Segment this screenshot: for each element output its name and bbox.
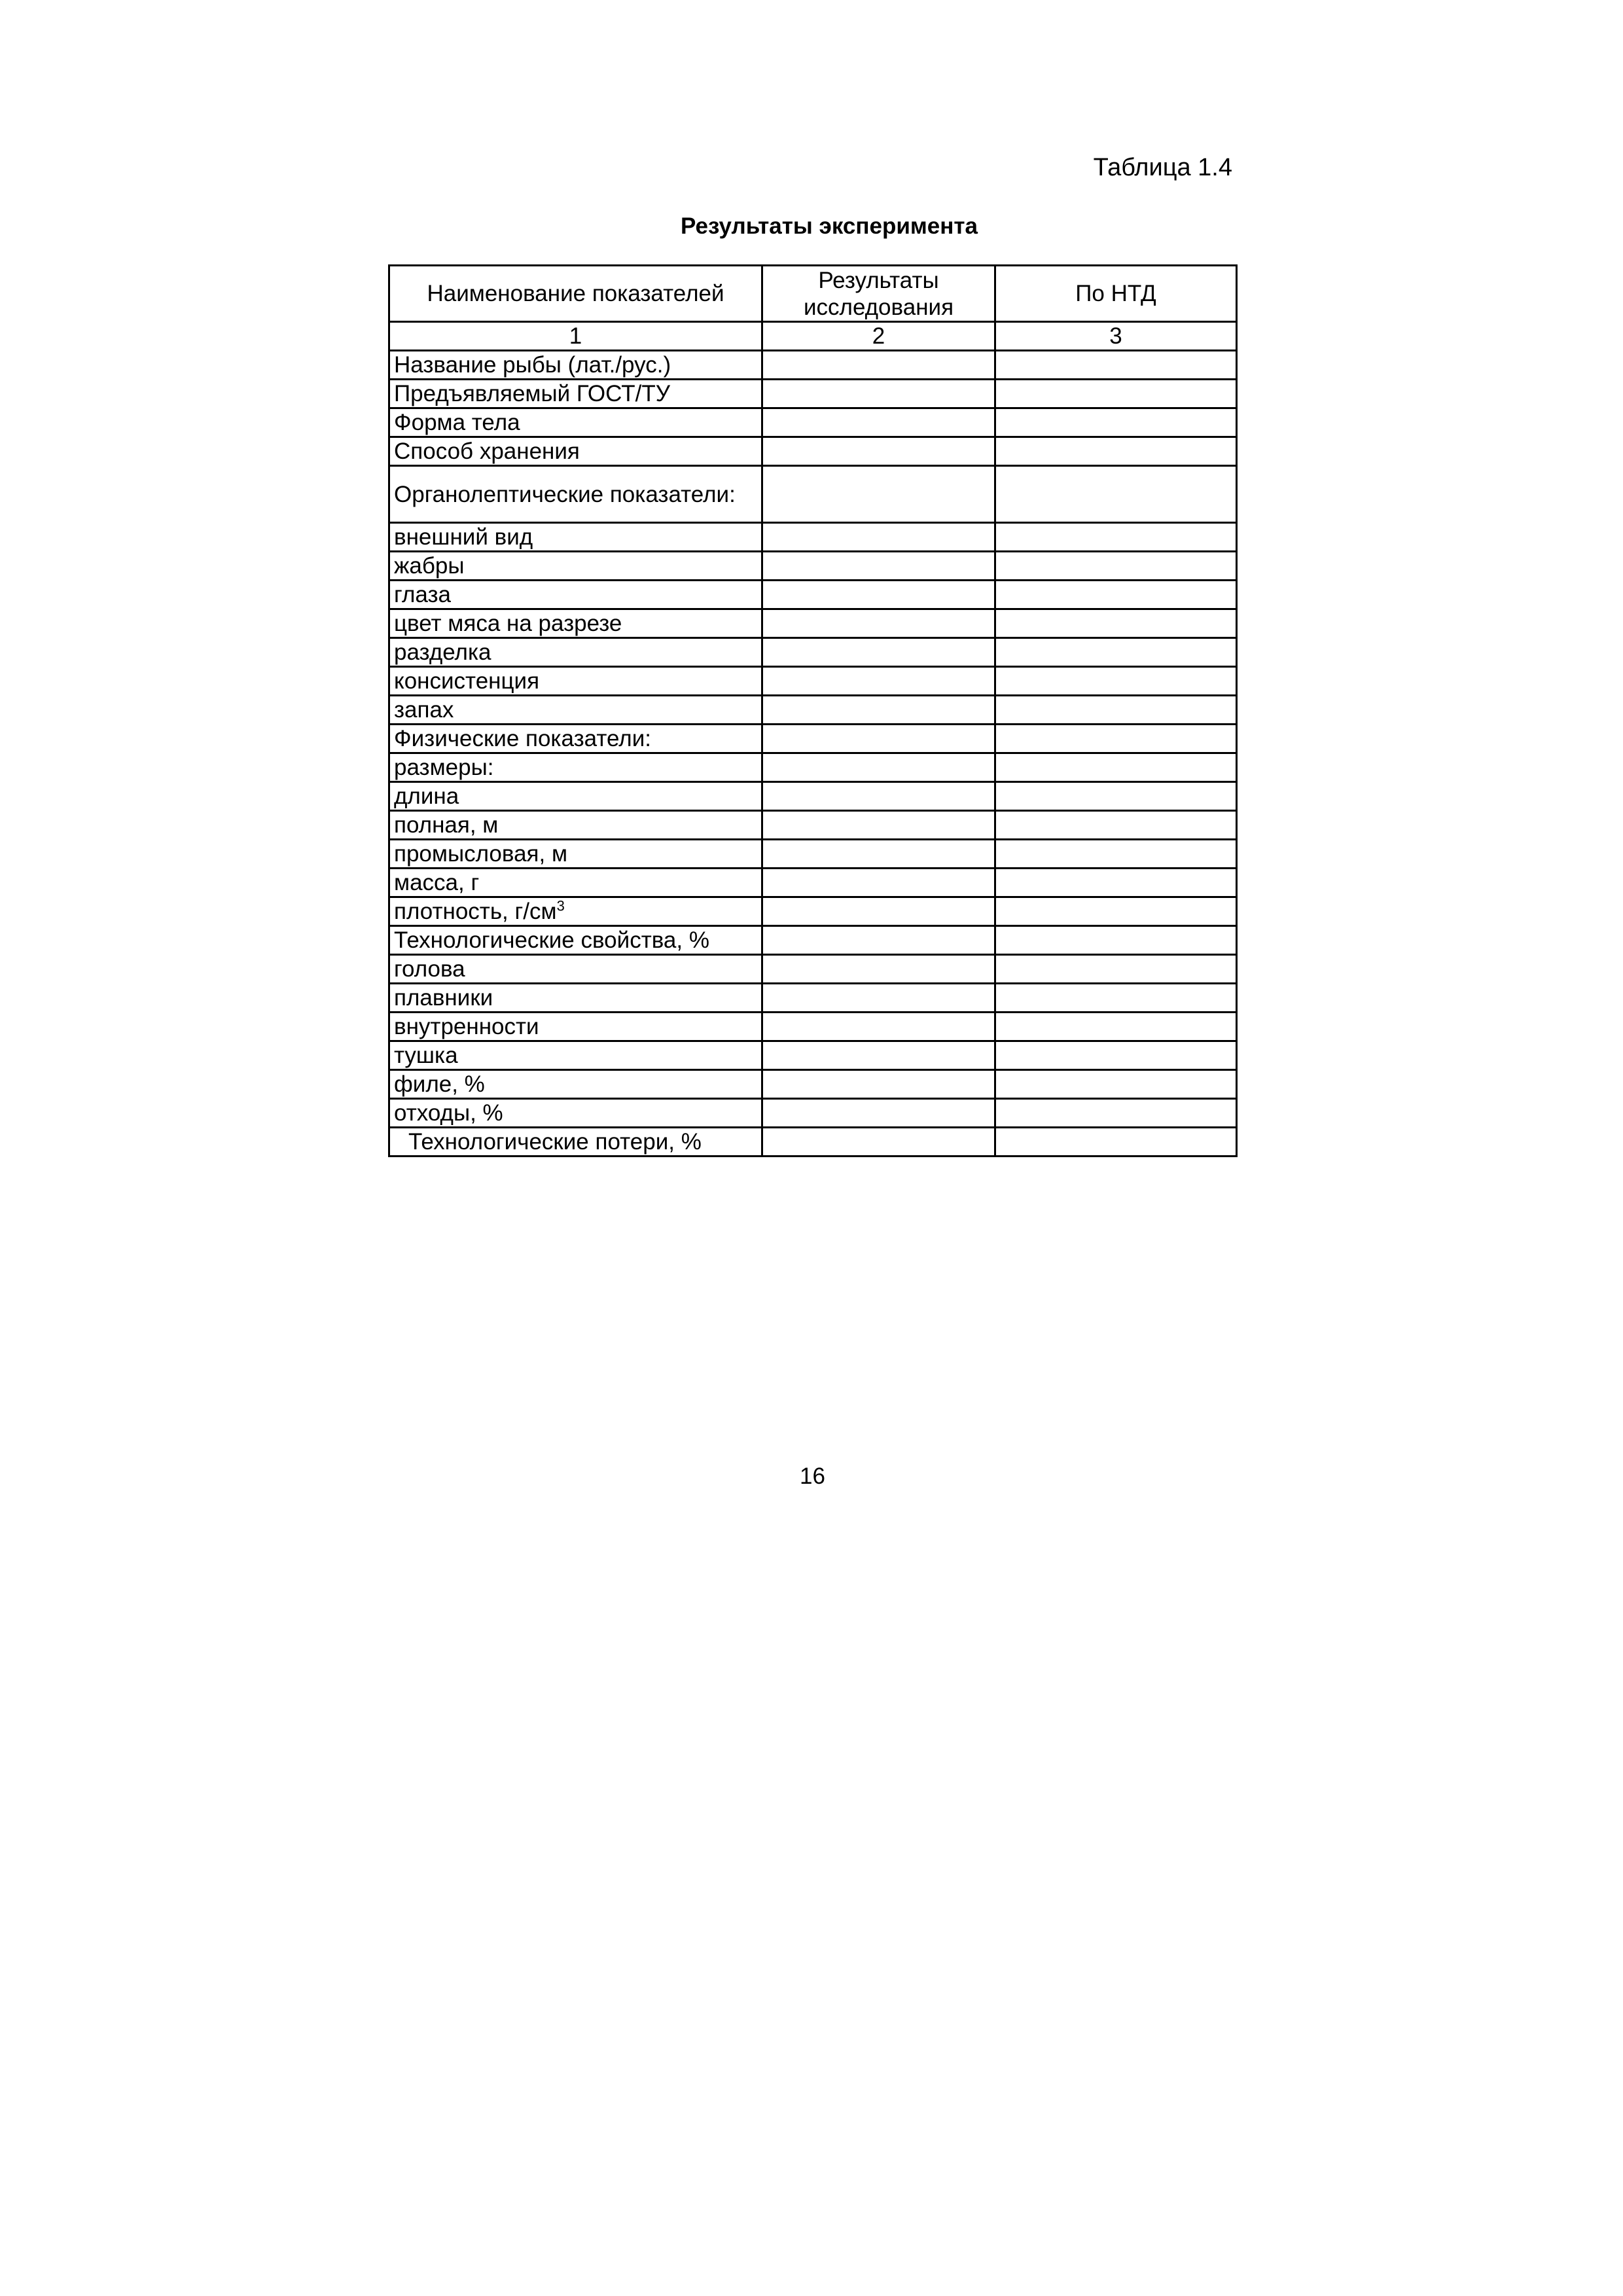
- result-value-cell: [762, 926, 995, 955]
- standard-value-cell: [995, 840, 1237, 869]
- header-cell-standard: По НТД: [995, 266, 1237, 322]
- standard-value-cell: [995, 609, 1237, 638]
- indicator-label: внешний вид: [394, 524, 533, 550]
- indicator-cell: [389, 840, 762, 869]
- table-row: [389, 811, 1237, 840]
- indicator-cell: [389, 667, 762, 696]
- table-row: [389, 926, 1237, 955]
- standard-value-cell: [995, 638, 1237, 667]
- table-row: [389, 466, 1237, 523]
- indicator-cell: [389, 955, 762, 984]
- indicator-label: полная, м: [394, 812, 499, 838]
- indicator-cell: [389, 351, 762, 380]
- table-row: [389, 523, 1237, 552]
- indicator-cell: [389, 581, 762, 609]
- indicator-cell: [389, 1041, 762, 1070]
- indicator-label: запах: [394, 697, 454, 723]
- indicator-label: плавники: [394, 985, 493, 1011]
- indicator-label: цвет мяса на разрезе: [394, 611, 622, 636]
- header-row: [389, 266, 1237, 322]
- result-value-cell: [762, 955, 995, 984]
- table-row: [389, 581, 1237, 609]
- standard-value-cell: [995, 351, 1237, 380]
- standard-value-cell: [995, 926, 1237, 955]
- result-value-cell: [762, 696, 995, 725]
- indicator-cell: [389, 408, 762, 437]
- standard-value-cell: [995, 380, 1237, 408]
- result-value-cell: [762, 984, 995, 1013]
- result-value-cell: [762, 1013, 995, 1041]
- indicator-label: Технологические свойства, %: [394, 927, 709, 953]
- indicator-cell: [389, 380, 762, 408]
- table-row: [389, 351, 1237, 380]
- indicator-label: Физические показатели:: [394, 726, 651, 751]
- result-value-cell: [762, 437, 995, 466]
- standard-value-cell: [995, 1070, 1237, 1099]
- indicator-cell: [389, 609, 762, 638]
- result-value-cell: [762, 380, 995, 408]
- indicator-label: жабры: [394, 553, 465, 579]
- header-cell-results: Результаты исследования: [762, 266, 995, 322]
- indicator-label: тушка: [394, 1043, 458, 1068]
- indicator-label: длина: [394, 783, 459, 809]
- table-row: [389, 897, 1237, 926]
- table-row: [389, 552, 1237, 581]
- result-value-cell: [762, 869, 995, 897]
- result-value-cell: [762, 667, 995, 696]
- table-row: [389, 1013, 1237, 1041]
- indicator-cell: [389, 523, 762, 552]
- indicator-label: размеры:: [394, 755, 494, 780]
- indicator-cell: [389, 1128, 762, 1157]
- indicator-label: Органолептические показатели:: [394, 481, 736, 507]
- indicator-cell: [389, 1013, 762, 1041]
- result-value-cell: [762, 552, 995, 581]
- result-value-cell: [762, 782, 995, 811]
- result-value-cell: [762, 840, 995, 869]
- result-value-cell: [762, 1099, 995, 1128]
- result-value-cell: [762, 897, 995, 926]
- table-row: [389, 984, 1237, 1013]
- indicator-cell: [389, 897, 762, 926]
- table-row: [389, 437, 1237, 466]
- indicator-cell: [389, 552, 762, 581]
- result-value-cell: [762, 466, 995, 523]
- table-row: [389, 869, 1237, 897]
- standard-value-cell: [995, 869, 1237, 897]
- indicator-label: голова: [394, 956, 465, 982]
- table-row: [389, 725, 1237, 753]
- indicator-cell: [389, 984, 762, 1013]
- table-reference: Таблица 1.4: [1093, 154, 1232, 181]
- table-row: [389, 1128, 1237, 1157]
- indicator-cell: [389, 811, 762, 840]
- result-value-cell: [762, 1041, 995, 1070]
- standard-value-cell: [995, 523, 1237, 552]
- standard-value-cell: [995, 897, 1237, 926]
- table-row: [389, 1041, 1237, 1070]
- results-table: [388, 264, 1238, 1157]
- indicator-cell: [389, 696, 762, 725]
- standard-value-cell: [995, 696, 1237, 725]
- indicator-cell: [389, 782, 762, 811]
- result-value-cell: [762, 638, 995, 667]
- standard-value-cell: [995, 984, 1237, 1013]
- result-value-cell: [762, 523, 995, 552]
- indicator-label: консистенция: [394, 668, 540, 694]
- table-row: [389, 1070, 1237, 1099]
- header-cell-indicators: Наименование показателей: [389, 266, 762, 322]
- table-row: [389, 840, 1237, 869]
- column-number-cell: 2: [762, 322, 995, 351]
- standard-value-cell: [995, 466, 1237, 523]
- standard-value-cell: [995, 552, 1237, 581]
- standard-value-cell: [995, 811, 1237, 840]
- indicator-cell: [389, 1099, 762, 1128]
- indicator-cell: [389, 466, 762, 523]
- table-row: [389, 667, 1237, 696]
- indicator-label: Технологические потери, %: [408, 1129, 702, 1155]
- indicator-cell: [389, 926, 762, 955]
- result-value-cell: [762, 609, 995, 638]
- table-title: Результаты эксперимента: [681, 213, 978, 239]
- table-row: [389, 609, 1237, 638]
- indicator-label: Форма тела: [394, 410, 520, 435]
- indicator-cell: [389, 869, 762, 897]
- standard-value-cell: [995, 1013, 1237, 1041]
- indicator-cell: [389, 1070, 762, 1099]
- result-value-cell: [762, 408, 995, 437]
- standard-value-cell: [995, 408, 1237, 437]
- indicator-label: Название рыбы (лат./рус.): [394, 352, 671, 378]
- page-number: 16: [800, 1463, 825, 1489]
- table-row: [389, 753, 1237, 782]
- standard-value-cell: [995, 1099, 1237, 1128]
- result-value-cell: [762, 1070, 995, 1099]
- standard-value-cell: [995, 753, 1237, 782]
- table-row: [389, 638, 1237, 667]
- indicator-label: промысловая, м: [394, 841, 568, 867]
- indicator-label: отходы, %: [394, 1100, 503, 1126]
- indicator-cell: [389, 437, 762, 466]
- column-number-cell: 1: [389, 322, 762, 351]
- indicator-cell: [389, 725, 762, 753]
- standard-value-cell: [995, 1041, 1237, 1070]
- indicator-cell: [389, 638, 762, 667]
- standard-value-cell: [995, 955, 1237, 984]
- result-value-cell: [762, 725, 995, 753]
- standard-value-cell: [995, 725, 1237, 753]
- indicator-label: разделка: [394, 639, 491, 665]
- column-number-cell: 3: [995, 322, 1237, 351]
- result-value-cell: [762, 811, 995, 840]
- unit-superscript: 3: [556, 897, 565, 914]
- table-row: [389, 380, 1237, 408]
- result-value-cell: [762, 1128, 995, 1157]
- standard-value-cell: [995, 437, 1237, 466]
- table-row: [389, 408, 1237, 437]
- result-value-cell: [762, 351, 995, 380]
- table-row: [389, 696, 1237, 725]
- indicator-label: филе, %: [394, 1071, 485, 1097]
- indicator-label: Способ хранения: [394, 439, 580, 464]
- standard-value-cell: [995, 1128, 1237, 1157]
- indicator-label: глаза: [394, 582, 452, 607]
- standard-value-cell: [995, 667, 1237, 696]
- indicator-label: внутренности: [394, 1014, 539, 1039]
- table-row: [389, 955, 1237, 984]
- indicator-label: масса, г: [394, 870, 480, 895]
- table-row: [389, 1099, 1237, 1128]
- table-row: [389, 782, 1237, 811]
- standard-value-cell: [995, 782, 1237, 811]
- result-value-cell: [762, 753, 995, 782]
- column-number-row: [389, 322, 1237, 351]
- indicator-label: плотность, г/см: [394, 899, 557, 924]
- standard-value-cell: [995, 581, 1237, 609]
- indicator-cell: [389, 753, 762, 782]
- indicator-label: Предъявляемый ГОСТ/ТУ: [394, 381, 670, 406]
- result-value-cell: [762, 581, 995, 609]
